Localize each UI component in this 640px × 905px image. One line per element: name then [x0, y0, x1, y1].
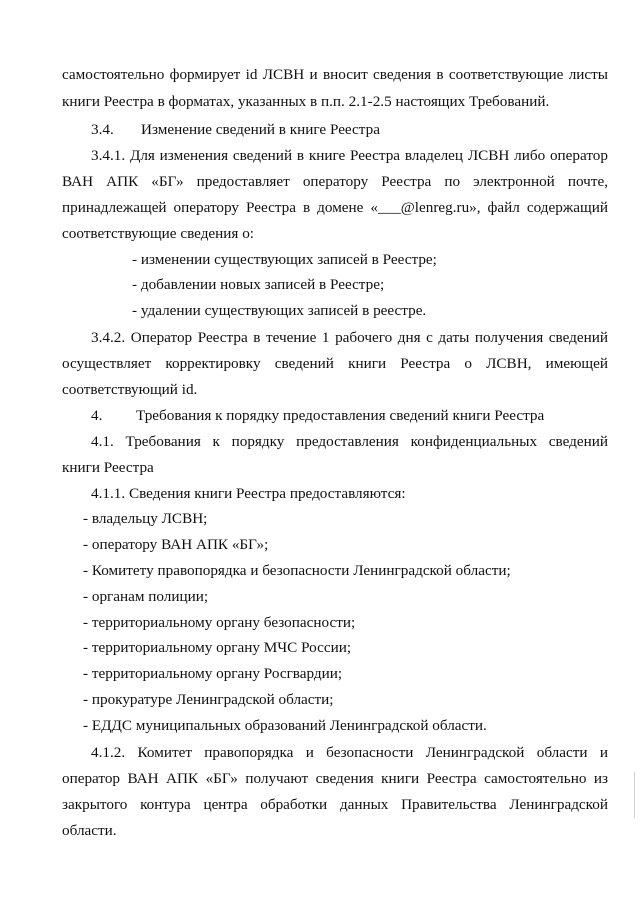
paragraph-line: области.	[62, 822, 117, 839]
list-item: - ЕДДС муниципальных образований Ленинградской области.	[83, 717, 487, 734]
paragraph-line: соответствующий id.	[62, 381, 198, 398]
section-title: Изменение сведений в книге Реестра	[141, 121, 380, 138]
paragraph-line: закрытого контура центра обработки данных Правительства Ленинградской	[62, 796, 608, 813]
list-item: - территориальному органу безопасности;	[83, 614, 356, 631]
list-item: - территориальному органу МЧС России;	[83, 639, 352, 656]
list-item: - органам полиции;	[83, 588, 209, 605]
list-item: - прокуратуре Ленинградской области;	[83, 691, 334, 708]
list-item: - Комитету правопорядка и безопасности Ленинградской области;	[83, 562, 511, 579]
paragraph-line: 3.4.1. Для изменения сведений в книге Реестра владелец ЛСВН либо оператор	[91, 147, 608, 164]
list-item: - удалении существующих записей в реестре.	[132, 302, 427, 319]
list-item: - владельцу ЛСВН;	[83, 510, 208, 527]
paragraph-line: соответствующие сведения о:	[62, 225, 255, 242]
paragraph-line: осуществляет корректировку сведений книги Реестра о ЛСВН, имеющей	[62, 355, 608, 372]
section-title: Требования к порядку предоставления сведений книги Реестра	[136, 407, 545, 424]
paragraph-line: ВАН АПК «БГ» предоставляет оператору Реестра по электронной почте,	[62, 173, 608, 190]
section-number: 4.	[91, 407, 103, 424]
paragraph-line: самостоятельно формирует id ЛСВН и вносит сведения в соответствующие листы	[62, 66, 608, 83]
paragraph-line: 4.1.2. Комитет правопорядка и безопасности Ленинградской области и	[91, 744, 608, 761]
section-number: 3.4.	[91, 121, 114, 138]
list-item: - оператору ВАН АПК «БГ»;	[83, 536, 269, 553]
list-item: - добавлении новых записей в Реестре;	[132, 276, 385, 293]
list-item: - изменении существующих записей в Реестре;	[132, 251, 437, 268]
paragraph-line: принадлежащей оператору Реестра в домене «___@lenreg.ru», файл содержащий	[62, 199, 608, 216]
paragraph-line: оператор ВАН АПК «БГ» получают сведения книги Реестра самостоятельно из	[62, 770, 608, 787]
paragraph-line: 4.1. Требования к порядку предоставления конфиденциальных сведений	[91, 433, 608, 450]
paragraph-line: 3.4.2. Оператор Реестра в течение 1 рабочего дня с даты получения сведений	[91, 329, 608, 346]
paragraph-line: книги Реестра	[62, 459, 154, 476]
list-item: - территориальному органу Росгвардии;	[83, 665, 343, 682]
list-heading: 4.1.1. Сведения книги Реестра предоставляются:	[91, 485, 406, 502]
paragraph-line: книги Реестра в форматах, указанных в п.п. 2.1-2.5 настоящих Требований.	[62, 93, 550, 110]
scan-edge-mark	[634, 772, 635, 818]
